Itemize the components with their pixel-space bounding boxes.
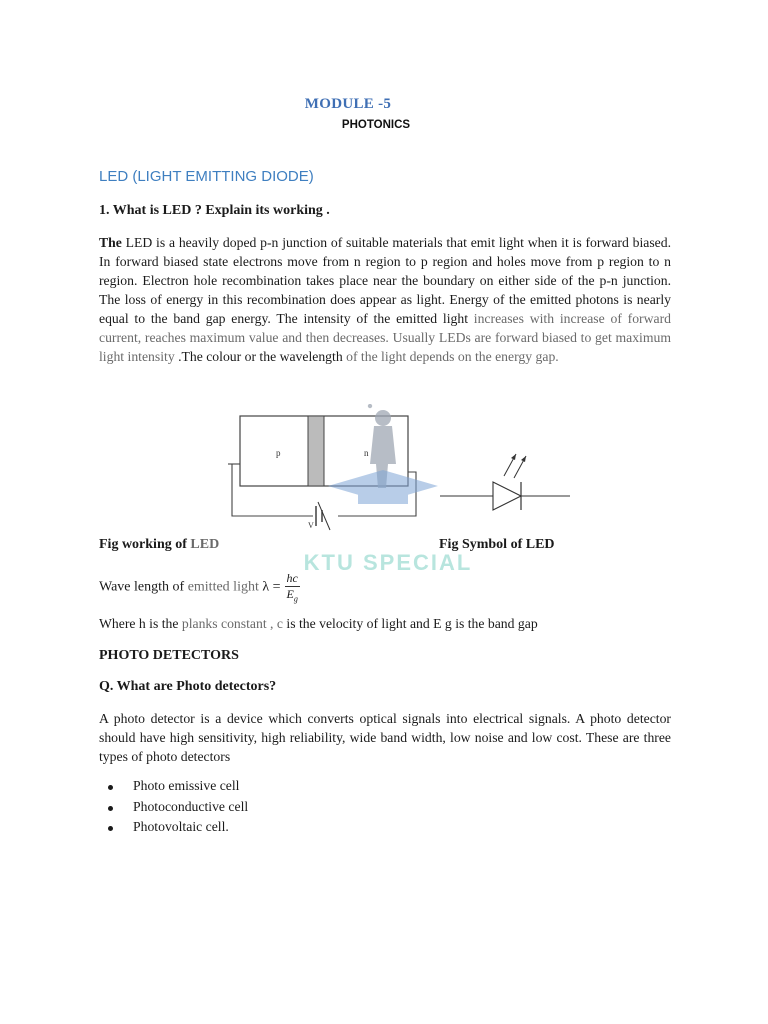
list-item: Photoconductive cell [103, 799, 248, 820]
caption-text: Fig working of [99, 537, 187, 552]
junction-region [308, 416, 324, 486]
where-text-grey: planks constant , c [178, 616, 283, 631]
caption-text-grey: LED [186, 537, 220, 552]
led-diagram [218, 404, 578, 534]
led-section-heading: LED (LIGHT EMITTING DIODE) [99, 168, 314, 185]
figure-caption-symbol: Fig Symbol of LED [439, 537, 555, 552]
where-text: is the velocity of light and E g is the band gap [282, 616, 538, 631]
led-paragraph-text-grey: are forward biased to get maximum light intensity [99, 330, 671, 364]
constants-explanation [99, 616, 538, 632]
p-region-label: p [276, 448, 281, 458]
formula-fraction [285, 571, 300, 603]
lambda-symbol: λ = [258, 579, 281, 595]
wave-text-grey: emitted light [184, 579, 259, 595]
subject-title: PHOTONICS [341, 119, 411, 131]
figure-caption-working [99, 537, 219, 553]
led-paragraph-text: .The colour or the wavelength [174, 349, 343, 364]
photo-detectors-question: Q. What are Photo detectors? [99, 679, 277, 694]
list-item: Photo emissive cell [103, 778, 248, 799]
led-question: 1. What is LED ? Explain its working . [99, 203, 330, 218]
circuit-wire-left [232, 464, 313, 516]
n-region-label: n [364, 448, 369, 458]
fraction-numerator: hc [285, 571, 300, 587]
voltage-label: V [308, 521, 314, 530]
led-paragraph [99, 233, 671, 366]
led-paragraph-text-grey: of the light depends on the energy gap. [342, 349, 559, 364]
module-title: MODULE -5 [304, 96, 392, 112]
list-item: Photovoltaic cell. [103, 819, 248, 840]
wavelength-formula [99, 571, 300, 603]
wave-text: Wave length of [99, 579, 185, 595]
photo-detectors-heading: PHOTO DETECTORS [99, 648, 239, 663]
watermark-text: KTU SPECIAL [303, 550, 473, 575]
ktu-special-watermark [283, 548, 493, 578]
led-symbol-triangle [493, 482, 521, 510]
photo-detectors-paragraph: A photo detector is a device which converts optical signals into electrical signals. A photo detector should have high sensitivity, high reliability, wide band width, low noise and low cost. These are three types of photo detectors [99, 711, 671, 764]
detector-types-list [103, 778, 248, 840]
led-paragraph-text-grey: increases with increase of forward current, reaches maximum value and then decreases. Usually LEDs [99, 311, 671, 345]
where-text: Where h is the [99, 616, 179, 631]
led-paragraph-text: LED is a heavily doped p-n junction of suitable materials that emit light when it is forward biased. In forward biased state electrons move from n region to p region and holes move from p region to n region. Electron hole recombination takes place near the boundary on either side of the p-n junction. The loss of energy in this recombination does appear as light. Energy of the emitted photons is nearly equal to the band gap energy. The intensity of the emitted light [99, 235, 671, 326]
graduation-cap-watermark [328, 470, 438, 504]
led-paragraph-lead: The [99, 235, 122, 250]
fraction-denominator: $E_g$ [286, 587, 298, 604]
